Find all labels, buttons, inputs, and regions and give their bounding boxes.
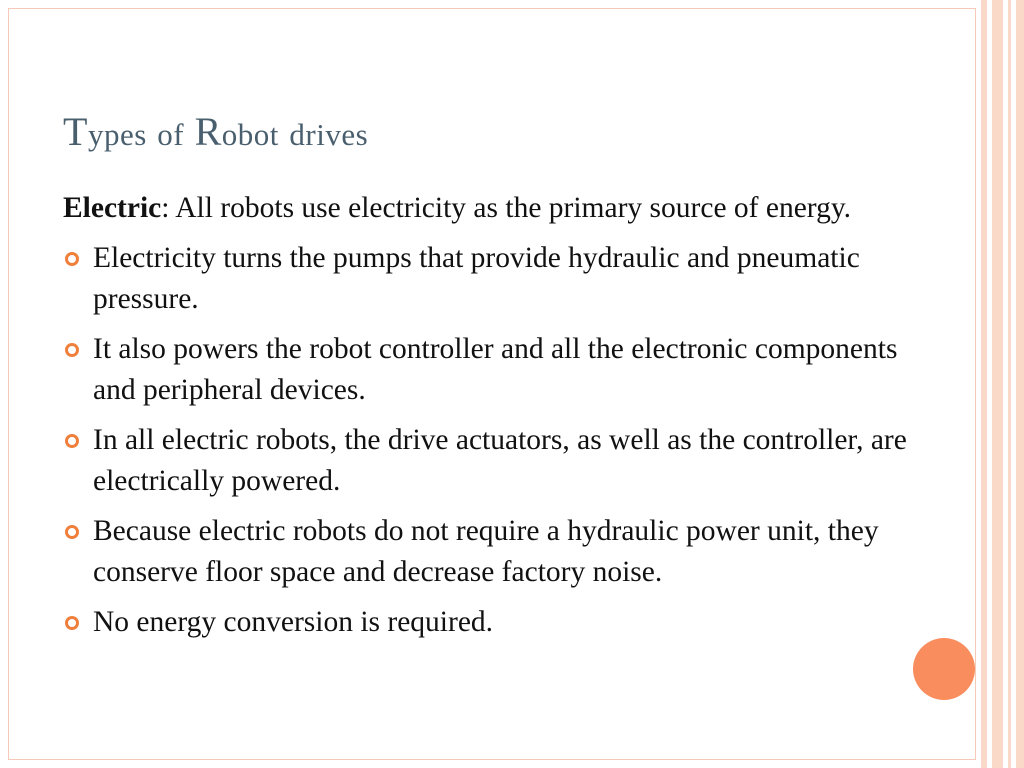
bullet-text: Because electric robots do not require a hydraulic power unit, they conserve floor space and decrease factory noise. bbox=[93, 515, 879, 588]
title-word: drives bbox=[289, 117, 369, 152]
bullet-text: No energy conversion is required. bbox=[93, 606, 494, 638]
hollow-circle-bullet-icon bbox=[65, 343, 79, 357]
bullet-text: It also powers the robot controller and all the electronic components and peripheral devices. bbox=[93, 333, 898, 406]
side-strip-1 bbox=[981, 0, 987, 768]
hollow-circle-bullet-icon bbox=[65, 252, 79, 266]
bullet-text: Electricity turns the pumps that provide hydraulic and pneumatic pressure. bbox=[93, 242, 860, 315]
lead-text: : All robots use electricity as the primary source of energy. bbox=[161, 192, 852, 224]
bullet-item bbox=[63, 511, 923, 593]
title-word: Robot bbox=[194, 109, 279, 154]
bullet-item bbox=[63, 238, 923, 320]
hollow-circle-bullet-icon bbox=[65, 616, 79, 630]
bullet-item bbox=[63, 420, 923, 502]
bullet-item bbox=[63, 329, 923, 411]
side-strip-2 bbox=[992, 0, 1003, 768]
slide-content bbox=[63, 188, 923, 652]
bullet-text: In all electric robots, the drive actuators, as well as the controller, are electrically powered. bbox=[93, 424, 907, 497]
lead-term: Electric bbox=[63, 192, 162, 224]
title-word: Types bbox=[63, 109, 147, 154]
lead-paragraph bbox=[63, 188, 923, 229]
side-strip-4 bbox=[1016, 0, 1024, 768]
side-strip-3 bbox=[1008, 0, 1011, 768]
bullet-item bbox=[63, 602, 923, 643]
hollow-circle-bullet-icon bbox=[65, 434, 79, 448]
hollow-circle-bullet-icon bbox=[65, 525, 79, 539]
slide-title bbox=[63, 108, 368, 159]
title-word: of bbox=[157, 117, 185, 152]
